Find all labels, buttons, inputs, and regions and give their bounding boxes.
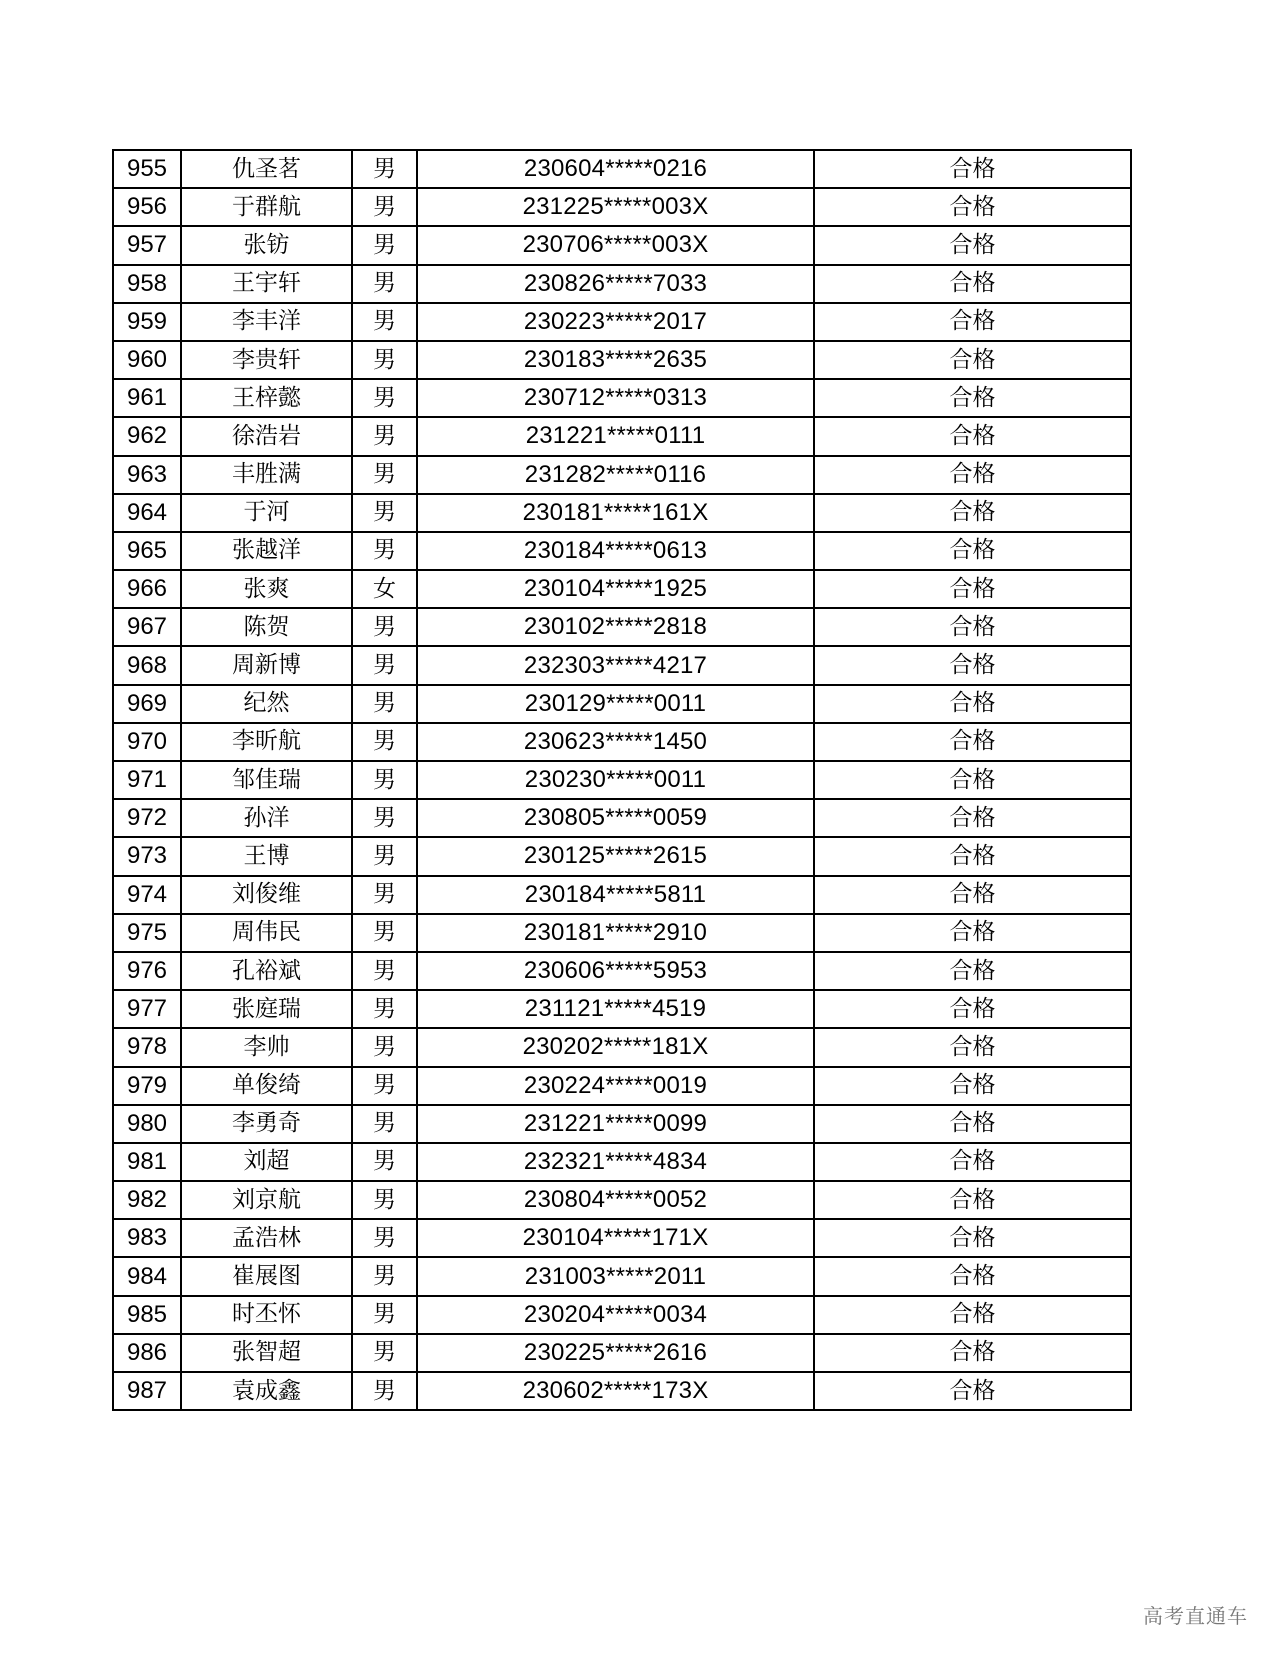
row-number-cell: 963 [113,456,181,494]
result-cell: 合格 [814,303,1131,341]
table-row [113,341,1131,379]
gender-cell: 男 [352,188,417,226]
table-row [113,646,1131,684]
result-cell: 合格 [814,952,1131,990]
row-number-cell: 975 [113,914,181,952]
name-cell: 张庭瑞 [181,990,352,1028]
id-number-cell: 230602*****173X [417,1372,814,1410]
name-cell: 王梓懿 [181,379,352,417]
name-cell: 孙洋 [181,799,352,837]
result-cell: 合格 [814,265,1131,303]
name-cell: 张爽 [181,570,352,608]
gender-cell: 男 [352,265,417,303]
gender-cell: 男 [352,1219,417,1257]
result-cell: 合格 [814,1334,1131,1372]
id-number-cell: 230712*****0313 [417,379,814,417]
id-number-cell: 230104*****171X [417,1219,814,1257]
gender-cell: 男 [352,608,417,646]
row-number-cell: 976 [113,952,181,990]
gender-cell: 男 [352,723,417,761]
row-number-cell: 981 [113,1143,181,1181]
gender-cell: 男 [352,1372,417,1410]
name-cell: 孟浩林 [181,1219,352,1257]
id-number-cell: 230224*****0019 [417,1067,814,1105]
result-cell: 合格 [814,1181,1131,1219]
id-number-cell: 230805*****0059 [417,799,814,837]
id-number-cell: 230125*****2615 [417,837,814,875]
id-number-cell: 231003*****2011 [417,1257,814,1295]
table-row [113,952,1131,990]
name-cell: 王博 [181,837,352,875]
table-row [113,876,1131,914]
row-number-cell: 982 [113,1181,181,1219]
id-number-cell: 231121*****4519 [417,990,814,1028]
name-cell: 徐浩岩 [181,417,352,455]
id-number-cell: 230129*****0011 [417,685,814,723]
id-number-cell: 230225*****2616 [417,1334,814,1372]
result-cell: 合格 [814,1257,1131,1295]
result-cell: 合格 [814,608,1131,646]
row-number-cell: 977 [113,990,181,1028]
result-cell: 合格 [814,876,1131,914]
table-row [113,1296,1131,1334]
result-cell: 合格 [814,723,1131,761]
result-cell: 合格 [814,1219,1131,1257]
row-number-cell: 959 [113,303,181,341]
table-row [113,761,1131,799]
id-number-cell: 230230*****0011 [417,761,814,799]
row-number-cell: 956 [113,188,181,226]
result-cell: 合格 [814,1143,1131,1181]
id-number-cell: 230183*****2635 [417,341,814,379]
gender-cell: 男 [352,1181,417,1219]
table-row [113,1334,1131,1372]
name-cell: 李帅 [181,1028,352,1066]
table-row [113,1143,1131,1181]
table-row [113,914,1131,952]
id-number-cell: 230804*****0052 [417,1181,814,1219]
gender-cell: 男 [352,1067,417,1105]
row-number-cell: 972 [113,799,181,837]
row-number-cell: 973 [113,837,181,875]
id-number-cell: 230826*****7033 [417,265,814,303]
name-cell: 崔展图 [181,1257,352,1295]
gender-cell: 男 [352,761,417,799]
name-cell: 陈贺 [181,608,352,646]
name-cell: 刘京航 [181,1181,352,1219]
name-cell: 时丕怀 [181,1296,352,1334]
result-cell: 合格 [814,914,1131,952]
id-number-cell: 230181*****2910 [417,914,814,952]
id-number-cell: 230104*****1925 [417,570,814,608]
gender-cell: 男 [352,685,417,723]
result-cell: 合格 [814,417,1131,455]
id-number-cell: 231282*****0116 [417,456,814,494]
result-cell: 合格 [814,150,1131,188]
table-row [113,226,1131,264]
table-row [113,685,1131,723]
table-row [113,1372,1131,1410]
name-cell: 张智超 [181,1334,352,1372]
watermark-text: 高考直通车 [1143,1604,1248,1628]
table-row [113,150,1131,188]
roster-table [112,149,1132,1411]
row-number-cell: 957 [113,226,181,264]
gender-cell: 男 [352,1334,417,1372]
id-number-cell: 230606*****5953 [417,952,814,990]
row-number-cell: 978 [113,1028,181,1066]
row-number-cell: 984 [113,1257,181,1295]
result-cell: 合格 [814,379,1131,417]
table-row [113,799,1131,837]
id-number-cell: 230184*****0613 [417,532,814,570]
id-number-cell: 232303*****4217 [417,646,814,684]
table-row [113,723,1131,761]
row-number-cell: 966 [113,570,181,608]
row-number-cell: 964 [113,494,181,532]
gender-cell: 男 [352,532,417,570]
result-cell: 合格 [814,990,1131,1028]
gender-cell: 男 [352,990,417,1028]
table-row [113,417,1131,455]
result-cell: 合格 [814,532,1131,570]
name-cell: 李勇奇 [181,1105,352,1143]
gender-cell: 男 [352,1296,417,1334]
name-cell: 李丰洋 [181,303,352,341]
name-cell: 王宇轩 [181,265,352,303]
result-cell: 合格 [814,494,1131,532]
id-number-cell: 230204*****0034 [417,1296,814,1334]
name-cell: 李昕航 [181,723,352,761]
id-number-cell: 230623*****1450 [417,723,814,761]
gender-cell: 男 [352,456,417,494]
result-cell: 合格 [814,570,1131,608]
gender-cell: 男 [352,952,417,990]
row-number-cell: 958 [113,265,181,303]
table-row [113,265,1131,303]
gender-cell: 男 [352,417,417,455]
result-cell: 合格 [814,188,1131,226]
roster-table-body [113,150,1131,1410]
gender-cell: 男 [352,494,417,532]
name-cell: 周新博 [181,646,352,684]
id-number-cell: 230181*****161X [417,494,814,532]
name-cell: 仇圣茗 [181,150,352,188]
row-number-cell: 979 [113,1067,181,1105]
row-number-cell: 970 [113,723,181,761]
row-number-cell: 968 [113,646,181,684]
gender-cell: 男 [352,799,417,837]
name-cell: 纪然 [181,685,352,723]
gender-cell: 男 [352,379,417,417]
name-cell: 周伟民 [181,914,352,952]
gender-cell: 男 [352,226,417,264]
table-row [113,1028,1131,1066]
result-cell: 合格 [814,226,1131,264]
gender-cell: 男 [352,1028,417,1066]
name-cell: 李贵轩 [181,341,352,379]
table-row [113,532,1131,570]
result-cell: 合格 [814,685,1131,723]
row-number-cell: 974 [113,876,181,914]
row-number-cell: 985 [113,1296,181,1334]
gender-cell: 男 [352,914,417,952]
id-number-cell: 230184*****5811 [417,876,814,914]
table-row [113,1067,1131,1105]
result-cell: 合格 [814,1296,1131,1334]
result-cell: 合格 [814,646,1131,684]
result-cell: 合格 [814,761,1131,799]
gender-cell: 女 [352,570,417,608]
id-number-cell: 231221*****0111 [417,417,814,455]
table-row [113,188,1131,226]
row-number-cell: 980 [113,1105,181,1143]
gender-cell: 男 [352,1105,417,1143]
name-cell: 单俊绮 [181,1067,352,1105]
name-cell: 孔裕斌 [181,952,352,990]
result-cell: 合格 [814,837,1131,875]
row-number-cell: 962 [113,417,181,455]
result-cell: 合格 [814,1105,1131,1143]
name-cell: 邹佳瑞 [181,761,352,799]
row-number-cell: 960 [113,341,181,379]
row-number-cell: 955 [113,150,181,188]
id-number-cell: 230102*****2818 [417,608,814,646]
result-cell: 合格 [814,799,1131,837]
gender-cell: 男 [352,341,417,379]
result-cell: 合格 [814,1372,1131,1410]
row-number-cell: 971 [113,761,181,799]
row-number-cell: 965 [113,532,181,570]
table-row [113,1257,1131,1295]
gender-cell: 男 [352,876,417,914]
row-number-cell: 969 [113,685,181,723]
table-row [113,1181,1131,1219]
table-row [113,990,1131,1028]
row-number-cell: 961 [113,379,181,417]
name-cell: 刘俊维 [181,876,352,914]
result-cell: 合格 [814,1028,1131,1066]
table-row [113,379,1131,417]
table-row [113,608,1131,646]
gender-cell: 男 [352,150,417,188]
result-cell: 合格 [814,456,1131,494]
id-number-cell: 231225*****003X [417,188,814,226]
name-cell: 于河 [181,494,352,532]
id-number-cell: 230223*****2017 [417,303,814,341]
gender-cell: 男 [352,837,417,875]
result-cell: 合格 [814,341,1131,379]
table-row [113,303,1131,341]
name-cell: 袁成鑫 [181,1372,352,1410]
name-cell: 张钫 [181,226,352,264]
id-number-cell: 230604*****0216 [417,150,814,188]
id-number-cell: 230202*****181X [417,1028,814,1066]
table-row [113,837,1131,875]
name-cell: 于群航 [181,188,352,226]
row-number-cell: 986 [113,1334,181,1372]
gender-cell: 男 [352,1143,417,1181]
id-number-cell: 232321*****4834 [417,1143,814,1181]
name-cell: 张越洋 [181,532,352,570]
table-row [113,570,1131,608]
gender-cell: 男 [352,646,417,684]
result-cell: 合格 [814,1067,1131,1105]
table-row [113,456,1131,494]
id-number-cell: 230706*****003X [417,226,814,264]
gender-cell: 男 [352,303,417,341]
row-number-cell: 987 [113,1372,181,1410]
row-number-cell: 967 [113,608,181,646]
name-cell: 刘超 [181,1143,352,1181]
table-row [113,1219,1131,1257]
id-number-cell: 231221*****0099 [417,1105,814,1143]
table-row [113,1105,1131,1143]
row-number-cell: 983 [113,1219,181,1257]
table-row [113,494,1131,532]
name-cell: 丰胜满 [181,456,352,494]
gender-cell: 男 [352,1257,417,1295]
